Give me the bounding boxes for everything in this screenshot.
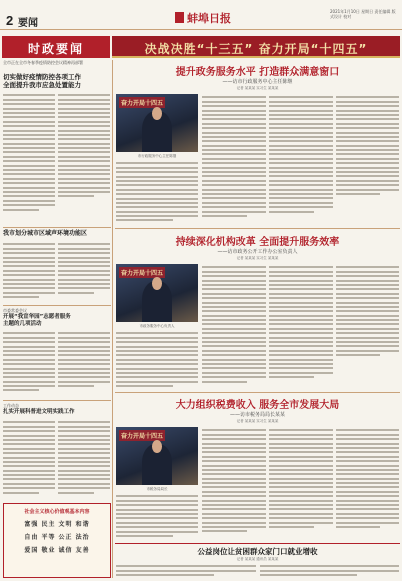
article-1-byline: 记者 某某某 实习生 某某某 — [236, 86, 279, 90]
logo-mark-icon — [175, 12, 184, 23]
article-2-col3-text — [269, 264, 333, 390]
core-values-row: 自由 平等 公正 法治 — [24, 534, 90, 541]
left-article-2-col2 — [58, 241, 110, 301]
article-1-col2-text — [202, 94, 266, 224]
page-header — [0, 0, 402, 30]
issue-meta: 2021年1月10日 星期日 责任编辑 版式设计 校对 — [330, 9, 396, 19]
article-2-col4-text — [336, 264, 399, 390]
photo-badge: 奋力开局十四五 — [119, 430, 165, 441]
article-1-caption: 市行政服务中心主任陈继 — [137, 154, 177, 158]
article-3-title: 大力组织税费收入 服务全市发展大局 — [175, 400, 340, 411]
article-2-title: 持续深化机构改革 全面提升服务效率 — [175, 237, 340, 248]
article-2-caption: 市政务服务中心负责人 — [139, 324, 175, 328]
photo-badge: 奋力开局十四五 — [119, 97, 165, 108]
article-divider-2 — [115, 392, 400, 393]
left-article-1-col2 — [58, 92, 110, 216]
article-3-col3-text — [269, 427, 333, 539]
core-values-title: 社会主义核心价值观基本内容 — [24, 509, 90, 515]
portrait-face — [152, 107, 162, 120]
article-1-photo — [116, 94, 198, 152]
topic-banner — [112, 36, 400, 58]
left-kicker-4: 工作动态 — [3, 403, 19, 408]
photo-badge: 奋力开局十四五 — [119, 267, 165, 278]
core-values-box — [3, 503, 111, 578]
article-2-col2-text — [202, 264, 266, 390]
core-values-row: 富强 民主 文明 和谐 — [24, 521, 90, 528]
article-3-byline: 记者 某某某 实习生 某某某 — [236, 419, 279, 423]
article-2-subtitle: ——访市政务公开工作办公室负责人 — [217, 249, 298, 255]
portrait-face — [152, 277, 162, 290]
left-article-2-col1 — [3, 241, 55, 301]
column-divider — [112, 60, 113, 578]
article-3-col2-text — [202, 427, 266, 539]
left-kicker-3: 市委常委会议 — [3, 308, 27, 313]
article-2-photo — [116, 264, 198, 322]
left-divider-2 — [3, 305, 111, 306]
left-headline-4: 扎实开展科普进文明实践工作 — [3, 409, 75, 415]
core-values-row: 爱国 敬业 诚信 友善 — [24, 547, 90, 554]
left-article-4-col2 — [58, 419, 110, 499]
portrait-face — [152, 440, 162, 453]
masthead-logo — [175, 10, 231, 26]
left-article-3-col1 — [3, 330, 55, 396]
left-kicker: 全市正在全市冬春季疫情防控会议精神再部署 — [3, 60, 83, 65]
article-1-subtitle: ——访市行政服务中心主任陈继 — [222, 79, 293, 85]
bottom-article-col1 — [116, 563, 256, 578]
article-3-subtitle: ——访市税务局局长某某 — [229, 412, 285, 418]
section-title-bar — [2, 36, 110, 58]
article-2-col1-text — [116, 330, 198, 390]
article-divider-1 — [115, 228, 400, 229]
left-article-1-col1 — [3, 92, 55, 216]
left-divider-1 — [3, 227, 111, 228]
bottom-byline: 记者 某某某 通讯员 某某某 — [236, 557, 279, 561]
topic-banner-text: 决战决胜“十三五” 奋力开局“十四五” — [144, 42, 368, 56]
article-3-col4-text — [336, 427, 399, 539]
masthead-title: 蚌埠日报 — [187, 12, 231, 25]
left-headline-1: 切实做好疫情防控各项工作 全面提升我市应急处置能力 — [3, 73, 81, 89]
bottom-headline: 公益岗位让贫困群众家门口就业增收 — [197, 547, 318, 556]
article-3-caption: 市税务局局长 — [146, 487, 168, 491]
left-article-4-col1 — [3, 419, 55, 499]
article-1-col3-text — [269, 94, 333, 224]
left-headline-3: 开展“我宣华园”志愿者服务 主题的几项活动 — [3, 314, 71, 327]
article-1-col4-text — [336, 94, 399, 224]
bottom-divider — [115, 543, 400, 544]
left-headline-2: 我市划分城市区域声环境功能区 — [3, 230, 88, 237]
page-section-name: 要闻 — [18, 18, 38, 29]
page-number: 2 — [6, 13, 14, 28]
left-article-3-col2 — [58, 330, 110, 396]
bottom-article-col2 — [260, 563, 399, 578]
section-title: 时政要闻 — [27, 42, 84, 56]
left-divider-3 — [3, 400, 111, 401]
article-1-col1-text — [116, 160, 198, 224]
article-3-col1-text — [116, 493, 198, 539]
article-1-title: 提升政务服务水平 打造群众满意窗口 — [175, 67, 340, 78]
article-3-photo — [116, 427, 198, 485]
article-2-byline: 记者 某某某 实习生 某某某 — [236, 256, 279, 260]
